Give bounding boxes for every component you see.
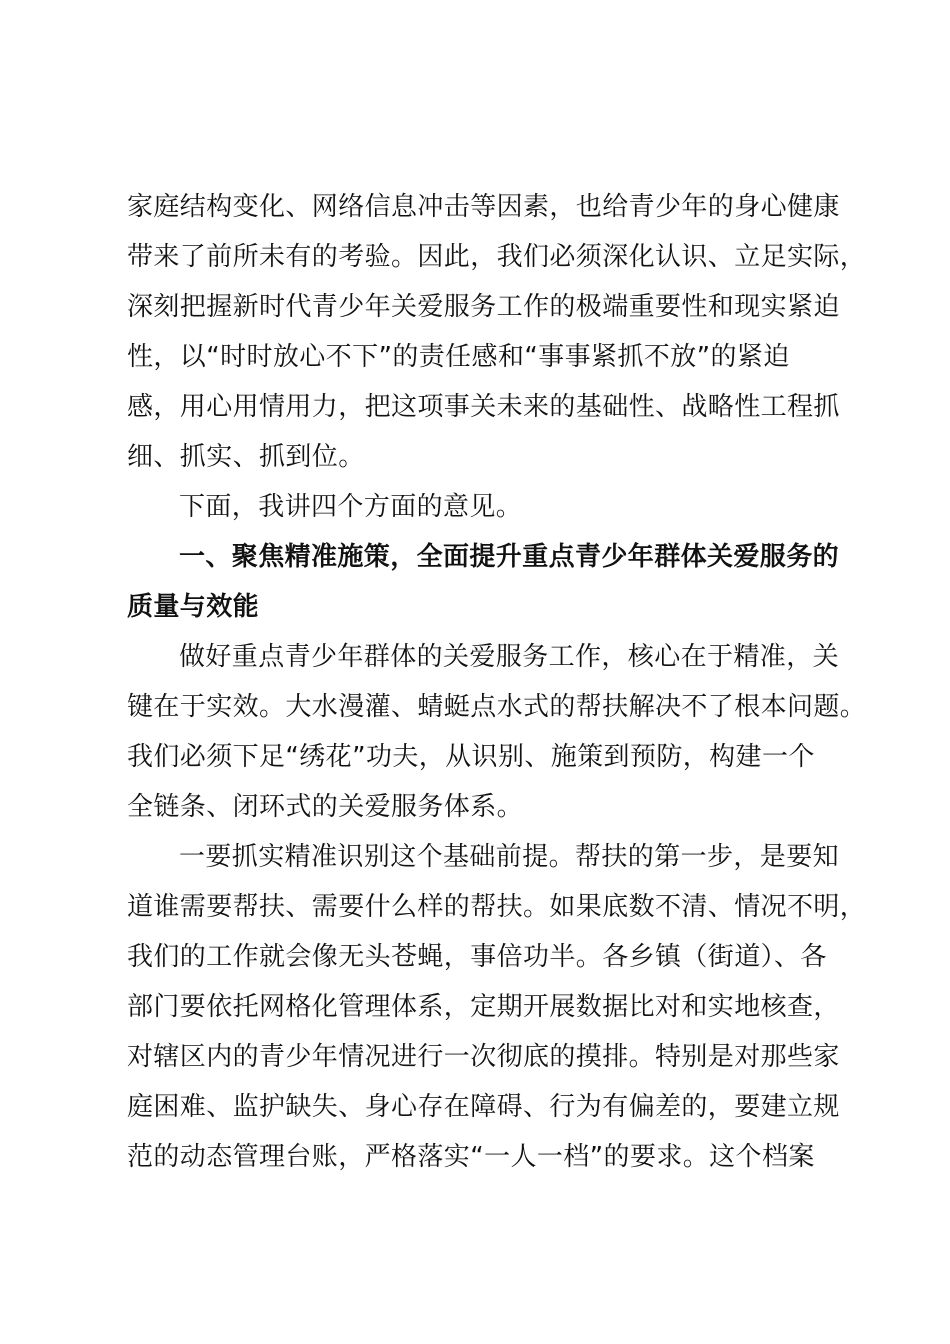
text-line: 带来了前所未有的考验。因此，我们必须深化认识、立足实际， [127, 242, 867, 272]
text-line: 我们必须下足“绣花”功夫，从识别、施策到预防，构建一个 [127, 742, 815, 772]
text-line: 家庭结构变化、网络信息冲击等因素，也给青少年的身心健康 [127, 192, 840, 222]
text-line: 感，用心用情用力，把这项事关未来的基础性、战略性工程抓 [127, 392, 840, 422]
text-line: 我们的工作就会像无头苍蝇，事倍功半。各乡镇（街道）、各 [127, 942, 827, 972]
text-line: 键在于实效。大水漫灌、蜻蜓点水式的帮扶解决不了根本问题。 [127, 692, 867, 722]
section-heading-line: 一、聚焦精准施策，全面提升重点青少年群体关爱服务的 [179, 542, 840, 572]
text-line: 范的动态管理台账，严格落实“一人一档”的要求。这个档案 [127, 1142, 815, 1172]
text-line: 全链条、闭环式的关爱服务体系。 [127, 792, 524, 822]
text-line: 细、抓实、抓到位。 [127, 442, 365, 472]
text-line: 做好重点青少年群体的关爱服务工作，核心在于精准，关 [179, 642, 840, 672]
section-heading-line: 质量与效能 [127, 592, 260, 622]
text-line: 一要抓实精准识别这个基础前提。帮扶的第一步，是要知 [179, 842, 840, 872]
text-line: 对辖区内的青少年情况进行一次彻底的摸排。特别是对那些家 [127, 1042, 840, 1072]
text-line: 深刻把握新时代青少年关爱服务工作的极端重要性和现实紧迫 [127, 292, 840, 322]
text-line: 庭困难、监护缺失、身心存在障碍、行为有偏差的，要建立规 [127, 1092, 840, 1122]
document-body [127, 182, 867, 1182]
text-line: 下面，我讲四个方面的意见。 [179, 492, 523, 522]
text-line: 部门要依托网格化管理体系，定期开展数据比对和实地核查， [127, 992, 840, 1022]
text-line: 道谁需要帮扶、需要什么样的帮扶。如果底数不清、情况不明， [127, 892, 867, 922]
text-line: 性，以“时时放心不下”的责任感和“事事紧抓不放”的紧迫 [127, 342, 790, 372]
